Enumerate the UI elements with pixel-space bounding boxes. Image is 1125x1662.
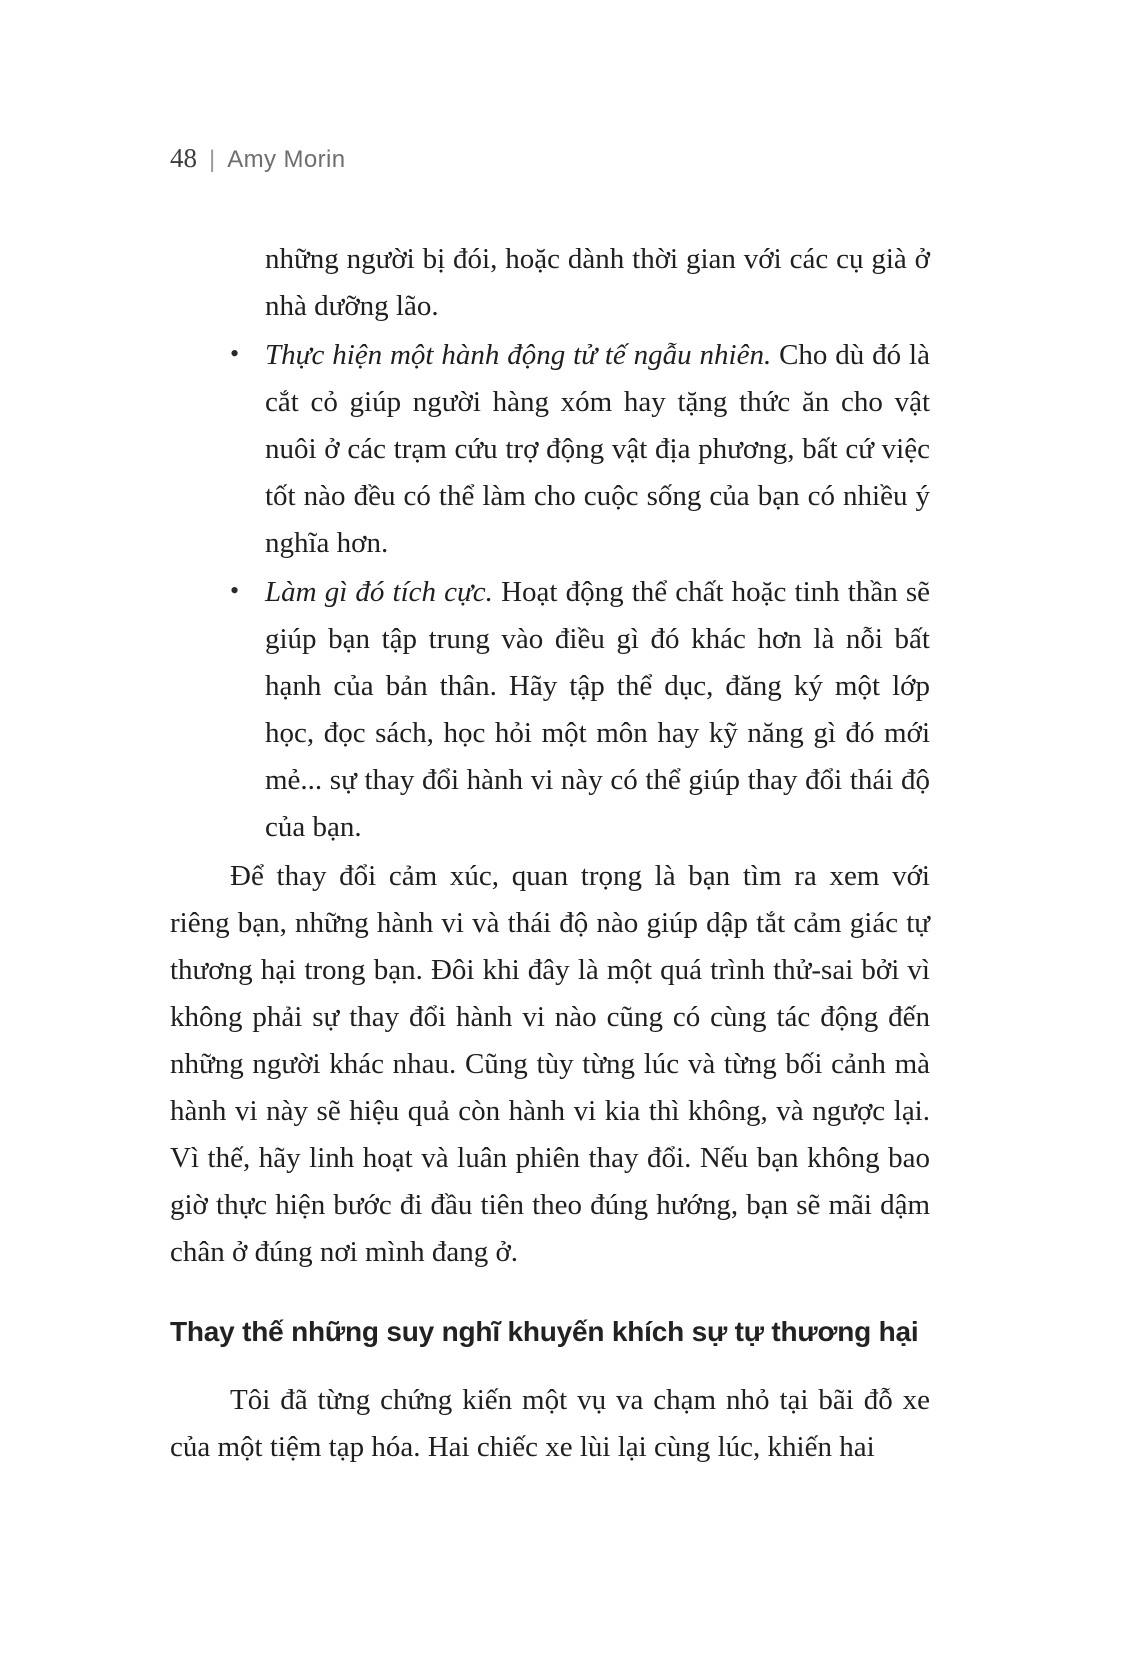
bullet-continuation-paragraph: những người bị đói, hoặc dành thời gian với các cụ già ở nhà dưỡng lão.	[265, 243, 930, 322]
bullet-text: Hoạt động thể chất hoặc tinh thần sẽ giúp bạn tập trung vào điều gì đó khác hơn là nỗi bất hạnh của bản thân. Hãy tập thể dục, đăng ký một lớp học, đọc sách, học hỏi một môn hay kỹ năng gì đó mới mẻ... sự thay đổi hành vi này có thể giúp thay đổi thái độ của bạn.	[265, 576, 931, 843]
running-header-author: Amy Morin	[227, 146, 346, 173]
bullet-lead: Làm gì đó tích cực.	[265, 576, 493, 608]
list-item	[170, 332, 930, 567]
page-number: 48	[170, 143, 197, 173]
list-item	[170, 569, 930, 851]
bullet-lead: Thực hiện một hành động tử tế ngẫu nhiên.	[265, 339, 772, 371]
section-heading: Thay thế những suy nghĩ khuyến khích sự tự thương hại	[170, 1316, 919, 1347]
bullet-marker-icon: •	[230, 339, 240, 368]
page-header	[170, 143, 930, 174]
bullet-marker-icon: •	[230, 576, 240, 605]
header-divider: |	[209, 146, 216, 173]
body-paragraph: Để thay đổi cảm xúc, quan trọng là bạn tìm ra xem với riêng bạn, những hành vi và thái độ nào giúp dập tắt cảm giác tự thương hại trong bạn. Đôi khi đây là một quá trình thử-sai bởi vì không phải sự thay đổi hành vi nào cũng có cùng tác động đến những người khác nhau. Cũng tùy từng lúc và từng bối cảnh mà hành vi này sẽ hiệu quả còn hành vi kia thì không, và ngược lại. Vì thế, hãy linh hoạt và luân phiên thay đổi. Nếu bạn không bao giờ thực hiện bước đi đầu tiên theo đúng hướng, bạn sẽ mãi dậm chân ở đúng nơi mình đang ở.	[170, 860, 930, 1268]
body-paragraph: Tôi đã từng chứng kiến một vụ va chạm nhỏ tại bãi đỗ xe của một tiệm tạp hóa. Hai chiếc xe lùi lại cùng lúc, khiến hai	[170, 1384, 930, 1463]
bullet-text: Cho dù đó là cắt cỏ giúp người hàng xóm hay tặng thức ăn cho vật nuôi ở các trạm cứu trợ động vật địa phương, bất cứ việc tốt nào đều có thể làm cho cuộc sống của bạn có nhiều ý nghĩa hơn.	[265, 339, 930, 559]
page-content	[170, 236, 930, 1471]
bullet-list	[170, 332, 930, 851]
